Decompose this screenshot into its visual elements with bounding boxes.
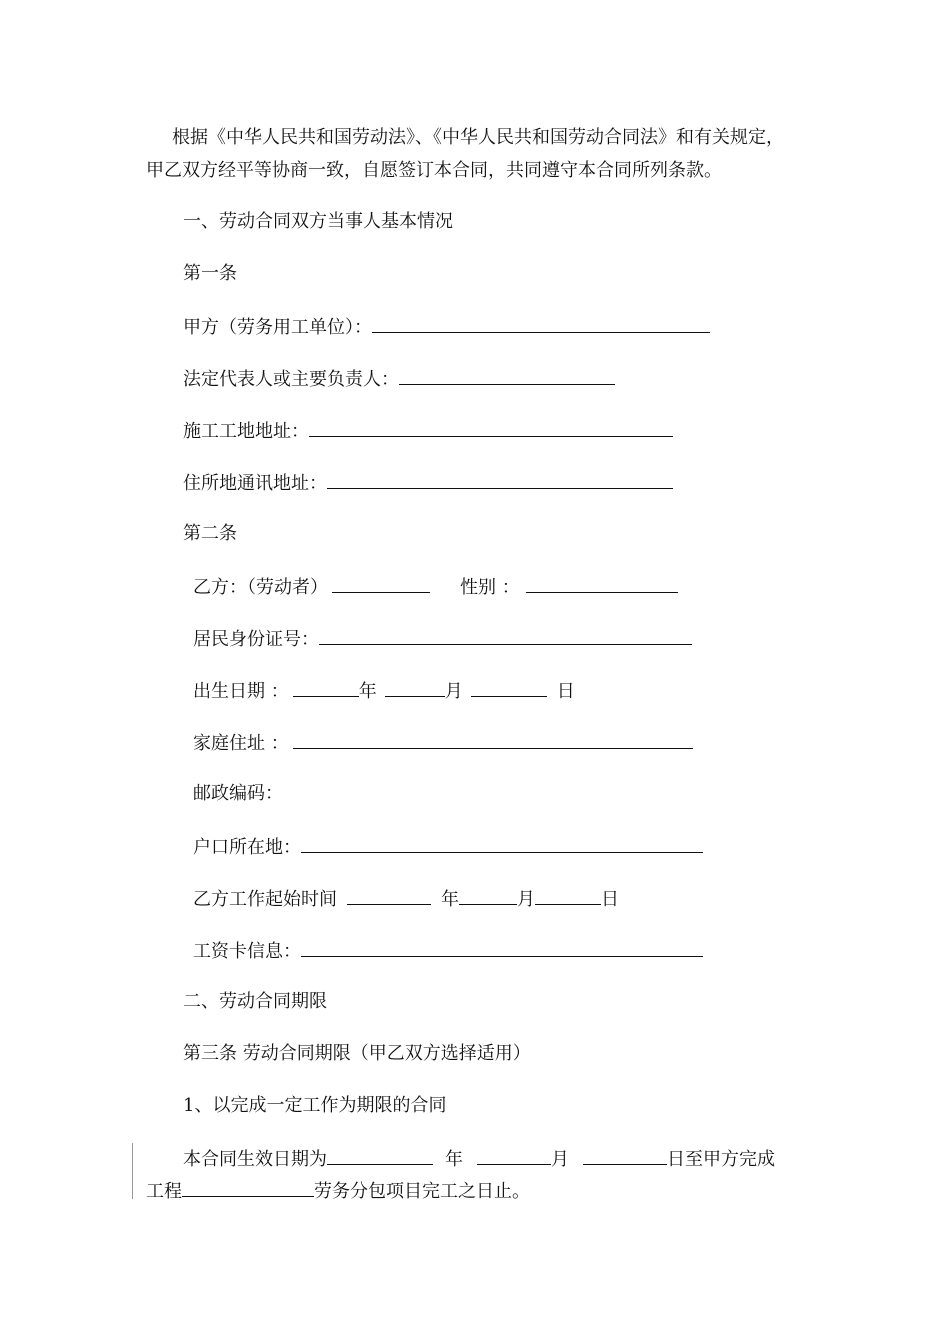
article-3-title: 第三条 劳动合同期限（甲乙双方选择适用） (183, 1043, 531, 1064)
site-address-blank[interactable] (309, 418, 673, 437)
party-a-row (183, 314, 710, 340)
birth-date-label: 出生日期 ： (193, 681, 289, 702)
work-start-month-unit: 月 (517, 889, 535, 910)
home-address-row (193, 730, 693, 756)
home-address-label: 家庭住址 ： (193, 733, 289, 754)
postcode-label: 邮政编码： (193, 783, 283, 804)
effective-year-unit: 年 (445, 1149, 463, 1170)
party-b-row (193, 574, 678, 600)
work-start-day-blank[interactable] (535, 886, 601, 905)
section-2-heading: 二、劳动合同期限 (183, 991, 327, 1012)
effective-until-text: 日至甲方完成 (667, 1149, 775, 1170)
work-start-year-unit: 年 (441, 889, 459, 910)
id-number-row (193, 626, 692, 652)
project-end-text: 劳务分包项目完工之日止。 (314, 1181, 530, 1202)
project-name-blank[interactable] (182, 1178, 314, 1197)
effective-month-unit: 月 (551, 1149, 569, 1170)
id-number-blank[interactable] (319, 626, 692, 645)
intro-line-2: 甲乙双方经平等协商一致，自愿签订本合同，共同遵守本合同所列条款。 (146, 160, 722, 181)
party-b-blank[interactable] (332, 574, 430, 593)
hukou-label: 户口所在地： (193, 837, 301, 858)
work-start-day-unit: 日 (601, 889, 619, 910)
legal-rep-label: 法定代表人或主要负责人： (183, 369, 399, 390)
effective-day-blank[interactable] (583, 1146, 667, 1165)
project-label: 工程 (146, 1181, 182, 1202)
legal-rep-blank[interactable] (399, 366, 615, 385)
project-row (146, 1178, 530, 1204)
hukou-blank[interactable] (301, 834, 703, 853)
site-address-label: 施工工地地址： (183, 421, 309, 442)
work-start-month-blank[interactable] (459, 886, 517, 905)
gender-label: 性别 ： (460, 577, 520, 598)
hukou-row (193, 834, 703, 860)
contact-address-row (183, 470, 673, 496)
intro-line-1: 根据《中华人民共和国劳动法》、《中华人民共和国劳动合同法》和有关规定， (172, 127, 784, 148)
contact-address-blank[interactable] (327, 470, 673, 489)
birth-month-blank[interactable] (385, 678, 445, 697)
birth-year-unit: 年 (358, 681, 377, 702)
birth-year-blank[interactable] (293, 678, 359, 697)
section-1-heading: 一、劳动合同双方当事人基本情况 (183, 211, 453, 232)
id-number-label: 居民身份证号： (193, 629, 319, 650)
effective-year-blank[interactable] (327, 1146, 433, 1165)
bank-card-label: 工资卡信息： (193, 941, 301, 962)
birth-date-row (193, 678, 575, 704)
work-start-year-blank[interactable] (347, 886, 431, 905)
bank-card-blank[interactable] (301, 938, 703, 957)
home-address-blank[interactable] (293, 730, 693, 749)
birth-day-unit: 日 (556, 681, 575, 702)
article-1-title: 第一条 (183, 263, 237, 284)
party-b-label: 乙方：（劳动者） (193, 577, 328, 598)
legal-rep-row (183, 366, 615, 392)
party-a-blank[interactable] (372, 314, 710, 333)
work-start-row (193, 886, 619, 912)
bank-card-row (193, 938, 703, 964)
effective-month-blank[interactable] (477, 1146, 551, 1165)
party-a-label: 甲方（劳务用工单位）： (183, 317, 372, 338)
work-start-label: 乙方工作起始时间 (193, 889, 337, 910)
article-2-title: 第二条 (183, 523, 237, 544)
effective-date-row (183, 1146, 775, 1172)
effective-date-label: 本合同生效日期为 (183, 1149, 327, 1170)
item-1-title: 1、以完成一定工作为期限的合同 (183, 1095, 447, 1116)
contact-address-label: 住所地通讯地址： (183, 473, 327, 494)
birth-month-unit: 月 (444, 681, 463, 702)
margin-change-bar (132, 1143, 133, 1199)
site-address-row (183, 418, 673, 444)
birth-day-blank[interactable] (471, 678, 547, 697)
gender-blank[interactable] (526, 574, 678, 593)
